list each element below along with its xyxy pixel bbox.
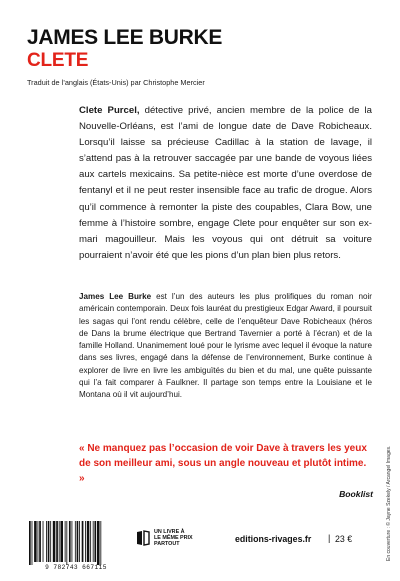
prize-text — [154, 530, 193, 547]
prize-line-1: UN LIVRE À — [154, 529, 185, 535]
author-name: JAMES LEE BURKE — [27, 26, 223, 49]
price: 23 € — [335, 534, 353, 544]
translator-credit: Traduit de l’anglais (États-Unis) par Christophe Mercier — [27, 78, 205, 87]
book-title: CLETE — [27, 50, 89, 71]
publisher-website[interactable]: editions-rivages.fr — [235, 534, 312, 544]
photo-credit: En couverture : © Jayne Szekely / Arcangel Images. — [386, 445, 392, 561]
press-quote: « Ne manquez pas l’occasion de voir Dave à travers les yeux de son meilleur ami, sous un angle nouveau et plutôt intime. » — [79, 443, 367, 485]
isbn-number: 9 782743 667115 — [45, 564, 107, 571]
quote-source: Booklist — [339, 489, 373, 499]
prize-line-2: LE MÊME PRIX — [154, 534, 193, 541]
bio-body: est l’un des auteurs les plus prolifiques du roman noir américain contemporain. Deux fois lauréat du prestigieux Edgar Award, il poursuit les sagas qui l’ont rendu célèbre, celle de l’enquêteur Dave Robicheaux (héros de Dans la brume électrique que Bertrand Tavernier a porté à l’écran) et de la famille Holland. Unanimement loué pour le lyrisme avec lequel il évoque la nature dans ses livres, engagé dans la défense de l’environnement, Burke continue à explorer de livre en livre les ambiguïtés du bien et du mal, une quête puissante qui l’a fait comparer à Faulkner. Il partage son temps entre la Louisiane et le Montana où il vit aujourd’hui. — [79, 292, 372, 399]
author-bio-paragraph — [79, 291, 372, 401]
synopsis-paragraph — [79, 103, 372, 264]
prize-line-3: PARTOUT — [154, 540, 180, 547]
synopsis-body: détective privé, ancien membre de la police de la Nouvelle-Orléans, est l’ami de longue date de Dave Robicheaux. Lorsqu’il laisse sa précieuse Cadillac à la station de lavage, il s’attend pas à la retrouver saccagée par une bande de voyous liées aux cartels mexicains. Sa petite-nièce est morte d’une overdose de fentanyl et il ne peut rester insensible face au trafic de drogue. Alors qu’il commence à remonter la piste des coupables, Clara Bow, une femme à l’histoire sombre, engage Clete pour enquêter sur son ex-mari magouilleur. Mais les voyous qui ont détruit sa voiture pourraient n’avoir été que les pions d’un plan bien plus retors. — [79, 105, 372, 261]
isbn-barcode — [27, 521, 125, 565]
synopsis-lead: Clete Purcel, — [79, 105, 140, 116]
bio-lead: James Lee Burke — [79, 292, 152, 301]
footer-separator: | — [328, 533, 331, 543]
book-price-logo-icon — [136, 530, 150, 546]
